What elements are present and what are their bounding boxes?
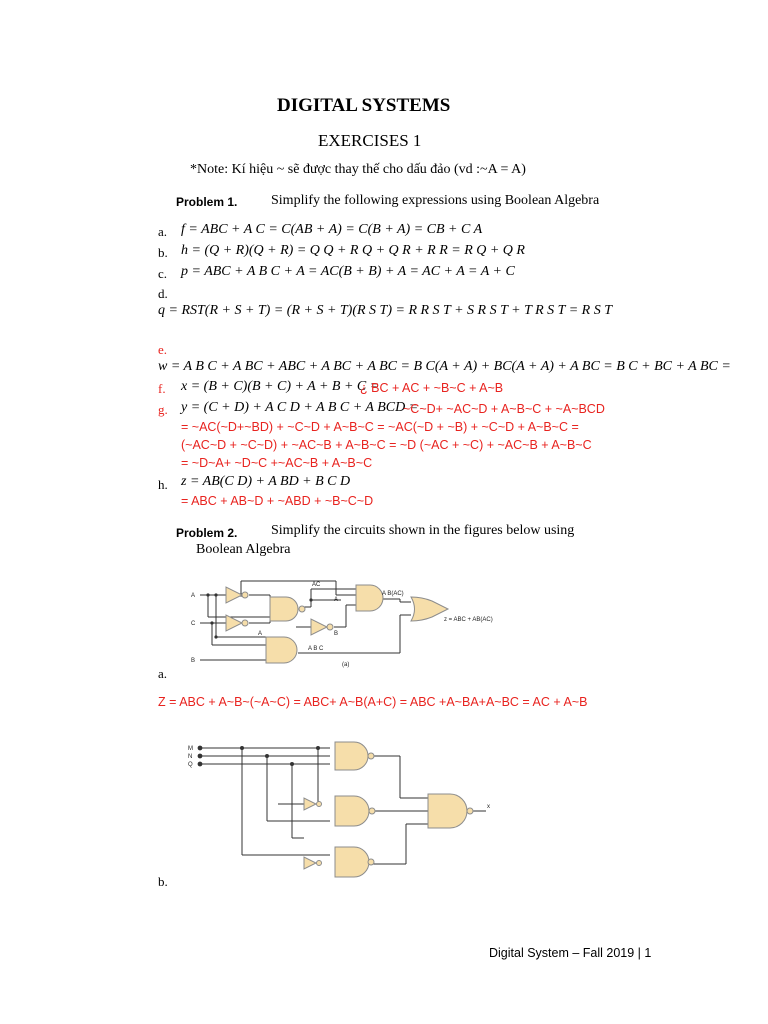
circuit-a-label-abc: A B C (308, 646, 324, 652)
item-h-answer: = ABC + AB~D + ~ABD + ~B~C~D (181, 494, 374, 508)
circuit-b-input-m: M (188, 746, 193, 752)
circuit-a-label-and-out: A B(AC) (382, 591, 404, 597)
circuit-b-output: x (487, 804, 490, 810)
problem2-a-answer: Z = ABC + A~B~(~A~C) = ABC+ A~B(A+C) = ABC +A~BA+A~BC = AC + A~B (158, 695, 588, 709)
item-a-expr: f = ABC + A C = C(AB + A) = C(B + A) = CB + C A (181, 222, 483, 237)
circuit-b-input-q: Q (188, 762, 193, 768)
item-g-cont-3: = ~D~A+ ~D~C +~AC~B + A~B~C (181, 456, 373, 470)
item-g-expr: y = (C + D) + A C D + A B C + A BCD = (181, 400, 419, 415)
circuit-a-input-a: A (191, 593, 196, 599)
item-c-label: c. (158, 266, 168, 281)
item-g-label: g. (158, 402, 168, 417)
item-e-expr: w = A B C + A BC + ABC + A BC + A BC = B C(A + A) + BC(A + A) + A BC = B C + BC + A BC = (158, 359, 731, 374)
problem2-text-2: Boolean Algebra (196, 542, 291, 557)
problem1-label: Problem 1. (176, 195, 238, 209)
problem2-label: Problem 2. (176, 526, 238, 540)
item-a-label: a. (158, 224, 168, 239)
item-h-label: h. (158, 477, 168, 492)
page-subtitle: EXERCISES 1 (318, 131, 422, 150)
circuit-b-diagram (180, 738, 500, 878)
circuit-a-label-ac: AC (312, 582, 321, 588)
problem2-text-1: Simplify the circuits shown in the figures below using (271, 523, 575, 538)
item-g-cont-1: = ~AC(~D+~BD) + ~C~D + A~B~C = ~AC(~D + ~B) + ~C~D + A~B~C = (181, 420, 579, 434)
item-f-answer: ¿ BC + AC + ~B~C + A~B (360, 381, 504, 395)
page-title: DIGITAL SYSTEMS (277, 95, 451, 116)
problem2-b-label: b. (158, 874, 168, 889)
item-g-answer: ~C~D+ ~AC~D + A~B~C + ~A~BCD (403, 402, 605, 416)
circuit-a-diagram (186, 575, 516, 670)
item-b-expr: h = (Q + R)(Q + R) = Q Q + R Q + Q R + R R = R Q + Q R (181, 243, 525, 258)
problem2-a-label: a. (158, 666, 168, 681)
circuit-a-input-c: C (191, 621, 196, 627)
problem1-text: Simplify the following expressions using Boolean Algebra (271, 193, 600, 208)
footer: Digital System – Fall 2019 | 1 (489, 946, 652, 960)
item-g-cont-2: (~AC~D + ~C~D) + ~AC~B + A~B~C = ~D (~AC + ~C) + ~AC~B + A~B~C (181, 438, 592, 452)
note: *Note: Kí hiệu ~ sẽ được thay thế cho dấu đảo (vd :~A = A) (190, 162, 526, 177)
circuit-a-label-a2: A (258, 631, 263, 637)
item-b-label: b. (158, 245, 168, 260)
circuit-a-label-b: B (334, 631, 339, 637)
item-e-label: e. (158, 342, 168, 357)
item-f-expr: x = (B + C)(B + C) + A + B + C = (181, 379, 380, 394)
item-d-expr: q = RST(R + S + T) = (R + S + T)(R S T) = R R S T + S R S T + T R S T = R S T (158, 303, 612, 318)
circuit-b-input-n: N (188, 754, 193, 760)
circuit-a-caption: (a) (342, 662, 350, 668)
item-c-expr: p = ABC + A B C + A = AC(B + B) + A = AC + A = A + C (181, 264, 515, 279)
circuit-a-label-a: A (334, 597, 339, 603)
circuit-a-output: z = ABC + AB(AC) (444, 617, 493, 623)
item-f-label: f. (158, 381, 166, 396)
item-d-label: d. (158, 286, 168, 301)
circuit-a-input-b: B (191, 658, 196, 664)
item-h-expr: z = AB(C D) + A BD + B C D (181, 474, 351, 489)
